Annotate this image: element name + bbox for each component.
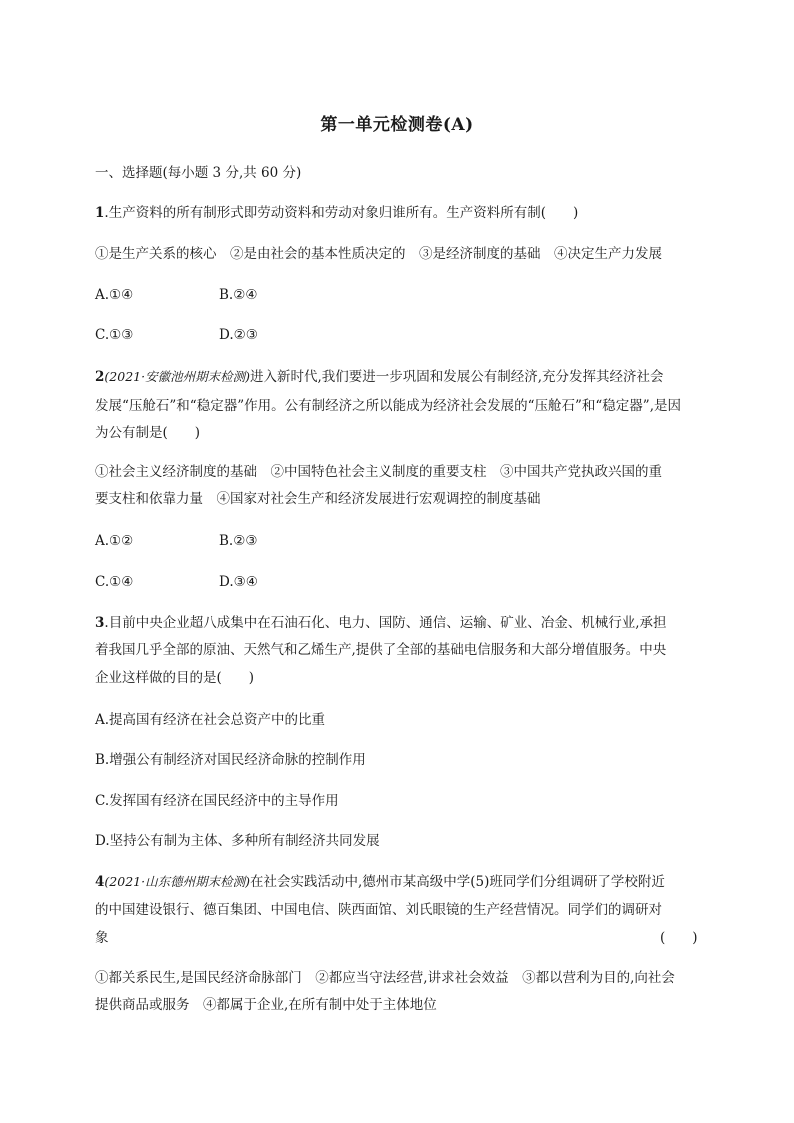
question-2-stem-line-3: 为公有制是( ) [95,425,201,441]
section-heading: 一、选择题(每小题 3 分,共 60 分) [95,165,302,181]
question-2-option-d[interactable]: D.③④ [219,574,258,590]
question-1-number: 1 [95,205,105,221]
question-3-text: .目前中央企业超八成集中在石油石化、电力、国防、通信、运输、矿业、冶金、机械行业,承担 [104,615,667,631]
question-1-items: ①是生产关系的核心 ②是由社会的基本性质决定的 ③是经济制度的基础 ④决定生产力发展 [95,246,662,262]
question-2-source: (2021·安徽池州期末检测) [104,369,250,384]
question-2-option-a[interactable]: A.①② [95,533,134,549]
question-2-text: 进入新时代,我们要进一步巩固和发展公有制经济,充分发挥其经济社会 [249,369,664,385]
question-2-items-line-1: ①社会主义经济制度的基础 ②中国特色社会主义制度的重要支柱 ③中国共产党执政兴国的重 [95,464,662,480]
question-4-stem-line-2: 的中国建设银行、德百集团、中国电信、陕西面馆、刘氏眼镜的生产经营情况。同学们的调研对 [95,902,662,918]
question-2-items-line-2: 要支柱和依靠力量 ④国家对社会生产和经济发展进行宏观调控的制度基础 [95,491,541,507]
question-1-option-b[interactable]: B.②④ [219,287,258,303]
question-2-number: 2 [95,369,105,385]
question-1-stem [95,203,578,223]
question-1-option-a[interactable]: A.①④ [95,287,134,303]
question-3-option-d[interactable]: D.坚持公有制为主体、多种所有制经济共同发展 [95,833,380,849]
page-title: 第一单元检测卷(A) [320,115,474,135]
question-1-option-d[interactable]: D.②③ [219,327,258,343]
question-4-text: 在社会实践活动中,德州市某高级中学(5)班同学们分组调研了学校附近 [249,874,665,890]
question-4-number: 4 [95,874,105,890]
question-4-stem-line-3: 象 [95,930,109,946]
question-4-source: (2021·山东德州期末检测) [104,874,250,889]
question-4-stem-line-1 [95,872,665,892]
question-2-option-b[interactable]: B.②③ [219,533,258,549]
question-4-items-line-1: ①都关系民生,是国民经济命脉部门 ②都应当守法经营,讲求社会效益 ③都以营利为目的,向社会 [95,970,675,986]
question-3-option-a[interactable]: A.提高国有经济在社会总资产中的比重 [95,712,326,728]
question-2-option-c[interactable]: C.①④ [95,574,134,590]
question-2-stem-line-2: 发展“压舱石”和“稳定器”作用。公有制经济之所以能成为经济社会发展的“压舱石”和“稳定器”,是因 [95,398,682,414]
question-3-option-c[interactable]: C.发挥国有经济在国民经济中的主导作用 [95,793,339,809]
question-3-option-b[interactable]: B.增强公有制经济对国民经济命脉的控制作用 [95,752,366,768]
question-1-option-c[interactable]: C.①③ [95,327,134,343]
question-3-stem-line-3: 企业这样做的目的是( ) [95,670,255,686]
question-1-text: .生产资料的所有制形式即劳动资料和劳动对象归谁所有。生产资料所有制( ) [104,205,579,221]
question-2-stem-line-1 [95,367,664,387]
question-3-number: 3 [95,615,105,631]
question-4-answer-blank[interactable]: ( ) [660,930,698,946]
question-3-stem-line-1 [95,613,667,633]
question-4-items-line-2: 提供商品或服务 ④都属于企业,在所有制中处于主体地位 [95,997,437,1013]
question-3-stem-line-2: 着我国几乎全部的原油、天然气和乙烯生产,提供了全部的基础电信服务和大部分增值服务。中央 [95,642,667,658]
